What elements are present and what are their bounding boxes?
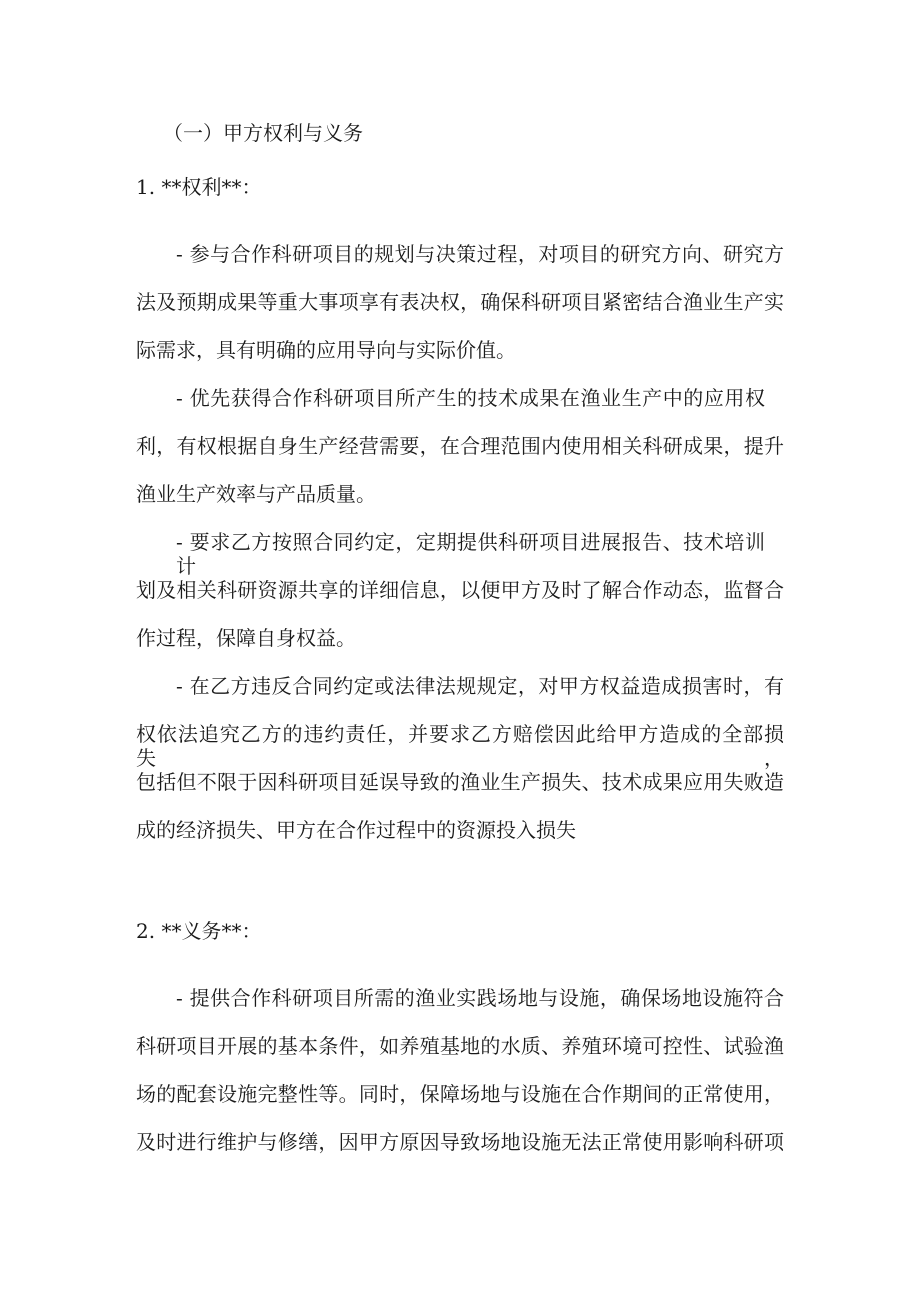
rights-paragraph-1-line-2: 法及预期成果等重大事项享有表决权，确保科研项目紧密结合渔业生产实 — [136, 290, 784, 314]
rights-paragraph-2-line-3: 渔业生产效率与产品质量。 — [136, 482, 376, 506]
obligations-paragraph-1-line-3: 场的配套设施完整性等。同时，保障场地与设施在合作期间的正常使用， — [136, 1082, 784, 1106]
rights-paragraph-4-line-4: 成的经济损失、甲方在合作过程中的资源投入损失 — [136, 818, 576, 842]
rights-paragraph-4-line-1: - 在乙方违反合同约定或法律法规规定，对甲方权益造成损害时，有 — [176, 674, 784, 698]
rights-paragraph-2-line-2: 利，有权根据自身生产经营需要，在合理范围内使用相关科研成果，提升 — [136, 434, 784, 458]
rights-paragraph-3-line-2: 划及相关科研资源共享的详细信息，以便甲方及时了解合作动态，监督合 — [136, 578, 784, 602]
rights-paragraph-4-line-2: 权依法追究乙方的违约责任，并要求乙方赔偿因此给甲方造成的全部损失， — [136, 722, 784, 770]
rights-paragraph-1-line-3: 际需求，具有明确的应用导向与实际价值。 — [136, 338, 516, 362]
rights-heading: 1. **权利**： — [136, 175, 262, 199]
obligations-heading: 2. **义务**： — [136, 919, 262, 943]
rights-paragraph-2-line-1: - 优先获得合作科研项目所产生的技术成果在渔业生产中的应用权 — [176, 386, 765, 410]
rights-paragraph-1-line-1: - 参与合作科研项目的规划与决策过程，对项目的研究方向、研究方 — [176, 242, 784, 266]
obligations-paragraph-1-line-1: - 提供合作科研项目所需的渔业实践场地与设施，确保场地设施符合 — [176, 986, 784, 1010]
obligations-paragraph-1-line-2: 科研项目开展的基本条件，如养殖基地的水质、养殖环境可控性、试验渔 — [136, 1034, 784, 1058]
rights-paragraph-3-line-3: 作过程，保障自身权益。 — [136, 626, 356, 650]
rights-paragraph-3-line-1: - 要求乙方按照合同约定，定期提供科研项目进展报告、技术培训计 — [176, 530, 765, 578]
section-heading: （一）甲方权利与义务 — [163, 121, 363, 145]
rights-paragraph-4-line-3: 包括但不限于因科研项目延误导致的渔业生产损失、技术成果应用失败造 — [136, 770, 784, 794]
obligations-paragraph-1-line-4: 及时进行维护与修缮，因甲方原因导致场地设施无法正常使用影响科研项 — [136, 1130, 784, 1154]
